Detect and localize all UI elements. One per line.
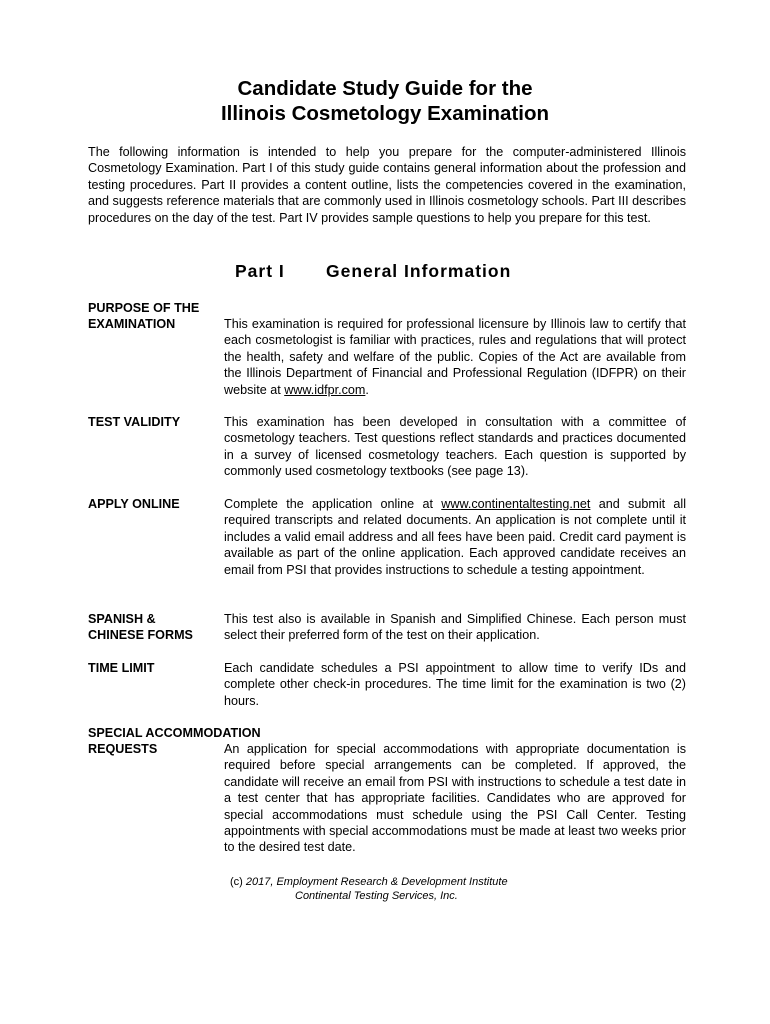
purpose-text-main: This examination is required for professional licensure by Illinois law to certify that each cosmetologist is familiar with practices, rules and regulations that will protect the health, safety and welfare of the public. Copies of the Act are available from the Illinois Department of Financial and Professional Regulation (IDFPR) on their website at	[224, 317, 686, 397]
special-text: An application for special accommodations with appropriate documentation is required before special arrangements can be completed. If approved, the candidate will receive an email from PSI with instructions to schedule a test date in a test center that has appropriate facilities. Candidates who are approved for special accommodations must schedule using the PSI Call Center. Testing appointments with special accommodations must be made at least two weeks prior to the desired test date.	[224, 742, 686, 855]
part-title: General Information	[326, 261, 512, 281]
forms-text: This test also is available in Spanish and Simplified Chinese. Each person must select their preferred form of the test on their application.	[224, 612, 686, 643]
apply-text-start: Complete the application online at	[224, 497, 433, 511]
special-label-line1: SPECIAL ACCOMMODATION	[88, 726, 261, 740]
idfpr-link[interactable]: www.idfpr.com	[284, 382, 366, 397]
forms-label	[88, 611, 193, 644]
purpose-label-line1: PURPOSE OF THE	[88, 301, 200, 315]
apply-label: APPLY ONLINE	[88, 497, 180, 511]
validity-text: This examination has been developed in consultation with a committee of cosmetology teachers. Test questions reflect standards and practices documented in a survey of licensed cosmetology teachers. Each question is supported by commonly used cosmetology textbooks (see page 13).	[224, 415, 686, 479]
apply-text	[224, 496, 686, 578]
document-title-line1: Candidate Study Guide for the	[237, 77, 533, 100]
footer-line2: Continental Testing Services, Inc.	[295, 890, 458, 902]
time-text: Each candidate schedules a PSI appointment to allow time to verify IDs and complete other check-in procedures. The time limit for the examination is two (2) hours.	[224, 661, 686, 708]
purpose-text	[224, 316, 686, 398]
validity-label: TEST VALIDITY	[88, 415, 181, 429]
copyright-mark: (c)	[230, 876, 243, 888]
intro-paragraph: The following information is intended to help you prepare for the computer-administered Illinois Cosmetology Examination. Part I of this study guide contains general information about the profession and testing procedures. Part II provides a content outline, lists the competencies covered in the examination, and suggests reference materials that are commonly used in Illinois cosmetology schools. Part III describes procedures on the day of the test. Part IV provides sample questions to help you prepare for this test.	[88, 145, 686, 225]
part-number: Part I	[235, 261, 285, 281]
forms-label-line2: CHINESE FORMS	[88, 628, 193, 643]
footer-line1-text: 2017, Employment Research & Development Institute	[245, 876, 508, 888]
purpose-label	[88, 300, 199, 333]
purpose-label-line2: EXAMINATION	[88, 317, 176, 332]
special-label-line2: REQUESTS	[88, 742, 158, 757]
purpose-text-end: .	[365, 382, 369, 397]
forms-label-line1: SPANISH &	[88, 612, 156, 626]
continentaltesting-link[interactable]: www.continentaltesting.net	[441, 497, 591, 511]
footer-line1	[230, 875, 630, 889]
apply-text-main: and submit all required transcripts and related documents. An application is not complete until it includes a valid email address and all fees have been paid. Credit card payment is available as part of the online application. Each approved candidate receives an email from PSI that provides instructions to schedule a testing appointment.	[224, 497, 687, 577]
time-label: TIME LIMIT	[88, 661, 155, 675]
document-title-line2: Illinois Cosmetology Examination	[220, 102, 550, 125]
